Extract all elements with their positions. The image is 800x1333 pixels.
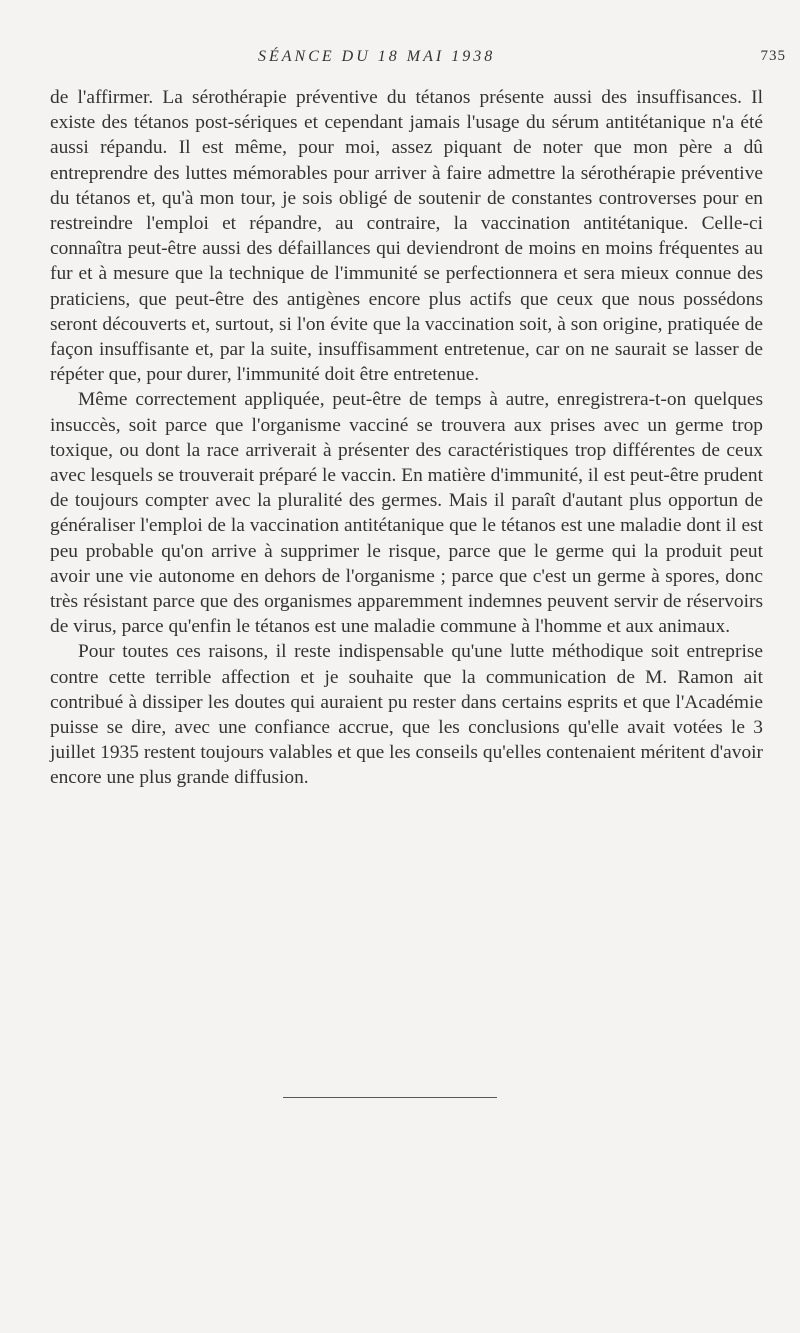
body-text: [50, 85, 763, 791]
page-number: 735: [760, 48, 786, 64]
running-title: SÉANCE DU 18 MAI 1938: [258, 48, 496, 65]
paragraph-3: Pour toutes ces raisons, il reste indispensable qu'une lutte méthodique soit entreprise contre cette terrible affection et je souhaite que la communication de M. Ramon ait contribué à dissiper les doutes qui auraient pu rester dans certains esprits et que l'Académie puisse se dire, avec une confiance accrue, que les conclusions qu'elle avait votées le 3 juillet 1935 restent toujours valables et que les conseils qu'elles contenaient méritent d'avoir encore une plus grande diffusion.: [50, 641, 763, 789]
paragraph-2: Même correctement appliquée, peut-être de temps à autre, enregistrera-t-on quelques insuccès, soit parce que l'organisme vacciné se trouvera aux prises avec un germe trop toxique, ou dont la race arriverait à présenter des caractéristiques trop différentes de ceux avec lesquels se trouverait préparé le vaccin. En matière d'immunité, il est peut-être prudent de toujours compter avec la pluralité des germes. Mais il paraît d'autant plus opportun de généraliser l'emploi de la vaccination antitétanique que le tétanos est une maladie dont il est peu probable qu'on arrive à supprimer le risque, parce que le germe qui la produit peut avoir une vie autonome en dehors de l'organisme ; parce que c'est un germe à spores, donc très résistant parce que des organismes apparemment indemnes peuvent servir de réservoirs de virus, parce qu'enfin le tétanos est une maladie commune à l'homme et aux animaux.: [50, 389, 763, 638]
end-rule: [283, 1097, 497, 1098]
paragraph-1: de l'affirmer. La sérothérapie préventive du tétanos présente aussi des insuffisances. Il existe des tétanos post-sériques et cependant jamais l'usage du sérum antitétanique n'a été aussi répandu. Il est même, pour moi, assez piquant de noter que mon père a dû entreprendre des luttes mémorables pour arriver à faire admettre la sérothérapie préventive du tétanos et, qu'à mon tour, je sois obligé de soutenir de constantes controverses pour en restreindre l'emploi et répandre, au contraire, la vaccination antitétanique. Celle-ci connaîtra peut-être aussi des défaillances qui deviendront de moins en moins fréquentes au fur et à mesure que la technique de l'immunité se perfectionnera et sera mieux connue des praticiens, que peut-être des antigènes encore plus actifs que ceux que nous possédons seront découverts et, surtout, si l'on évite que la vaccination soit, à son origine, pratiquée de façon insuffisante et, par la suite, insuffisamment entretenue, car on ne saurait se lasser de répéter que, pour durer, l'immunité doit être entretenue.: [50, 87, 763, 386]
